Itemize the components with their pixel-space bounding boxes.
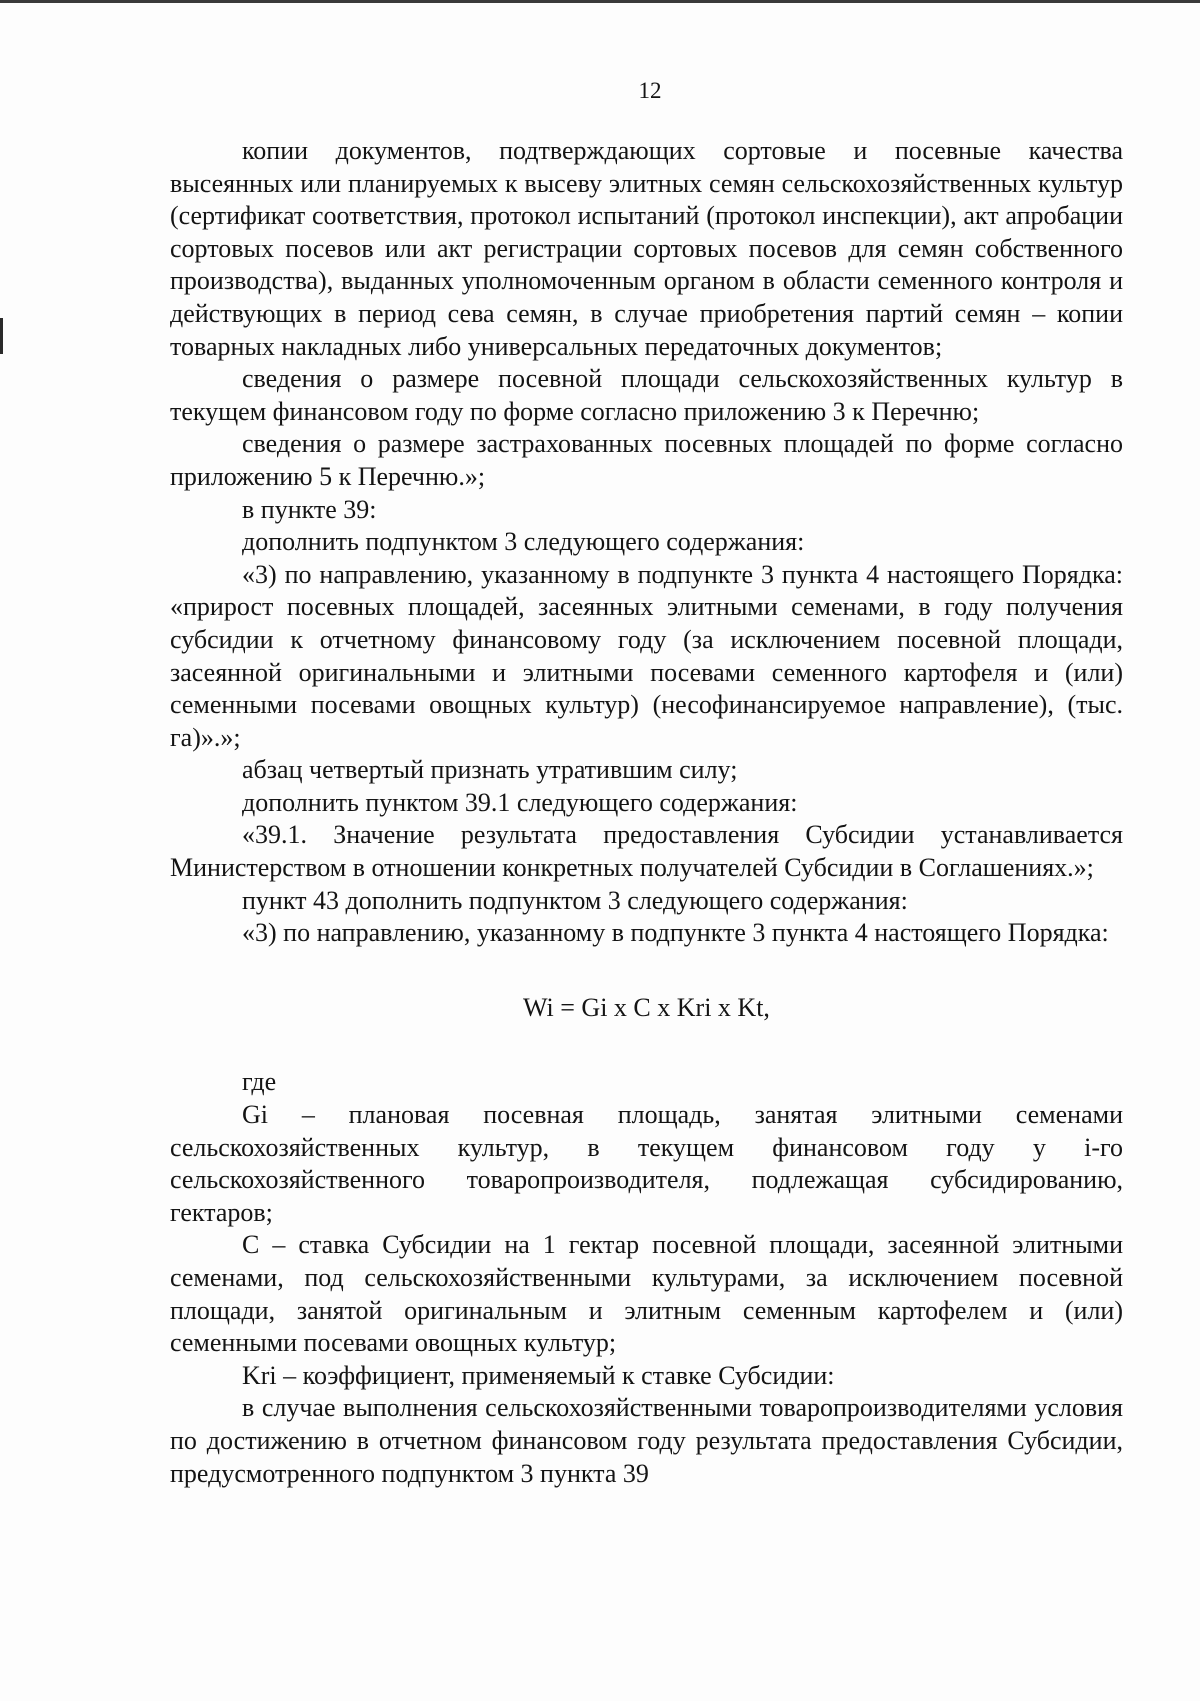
paragraph: копии документов, подтверждающих сортовые и посевные качества высеянных или планируемых к высеву элитных семян сельскохозяйственных культур (сертификат соответствия, протокол испытаний (протокол инспекции), акт апробации сортовых посевов или акт регистрации сортовых посевов для семян собственного производства), выданных уполномоченным органом в области семенного контроля и действующих в период сева семян, в случае приобретения партий семян – копии товарных накладных либо универсальных передаточных документов; [170, 136, 1123, 361]
paragraph: абзац четвертый признать утратившим силу; [242, 755, 738, 785]
paragraph: дополнить пунктом 39.1 следующего содержания: [242, 787, 798, 817]
scan-top-edge [0, 0, 1200, 3]
paragraph: в случае выполнения сельскохозяйственными товаропроизводителями условия по достижению в отчетном финансовом году результата предоставления Субсидии, предусмотренного подпунктом 3 пункта 39 [170, 1393, 1123, 1488]
document-body [170, 135, 1123, 1490]
paragraph: сведения о размере посевной площади сельскохозяйственных культур в текущем финансовом году по форме согласно приложению 3 к Перечню; [170, 364, 1123, 426]
paragraph: где [242, 1067, 277, 1097]
paragraph: пункт 43 дополнить подпунктом 3 следующего содержания: [242, 885, 908, 915]
paragraph: «39.1. Значение результата предоставления Субсидии устанавливается Министерством в отношении конкретных получателей Субсидии в Соглашениях.»; [170, 820, 1123, 883]
page-number: 12 [638, 78, 662, 103]
paragraph: дополнить подпунктом 3 следующего содержания: [242, 527, 805, 557]
paragraph: сведения о размере застрахованных посевных площадей по форме согласно приложению 5 к Перечню.»; [170, 429, 1123, 491]
formula: Wi = Gi x C x Kri x Kt, [523, 992, 770, 1022]
paragraph: C – ставка Субсидии на 1 гектар посевной площади, засеянной элитными семенами, под сельскохозяйственными культурами, за исключением посевной площади, занятой оригинальным и элитным семенным картофелем и (или) семенными посевами овощных культур; [170, 1230, 1123, 1358]
scan-left-mark [0, 318, 3, 354]
paragraph: «3) по направлению, указанному в подпункте 3 пункта 4 настоящего Порядка: «прирост посевных площадей, засеянных элитными семенами, в году получения субсидии к отчетному финансовому году (за исключением посевной площади, засеянной оригинальными и элитными посевами семенного картофеля и (или) семенными посевами овощных культур) (несофинансируемое направление), (тыс. га)».»; [170, 559, 1123, 752]
paragraph: Kri – коэффициент, применяемый к ставке Субсидии: [242, 1360, 835, 1390]
paragraph: в пункте 39: [242, 494, 377, 524]
paragraph: Gi – плановая посевная площадь, занятая элитными семенами сельскохозяйственных культур, в текущем финансовом году у i-го сельскохозяйственного товаропроизводителя, подлежащая субсидированию, гектаров; [170, 1100, 1123, 1227]
paragraph: «3) по направлению, указанному в подпункте 3 пункта 4 настоящего Порядка: [242, 918, 1109, 948]
